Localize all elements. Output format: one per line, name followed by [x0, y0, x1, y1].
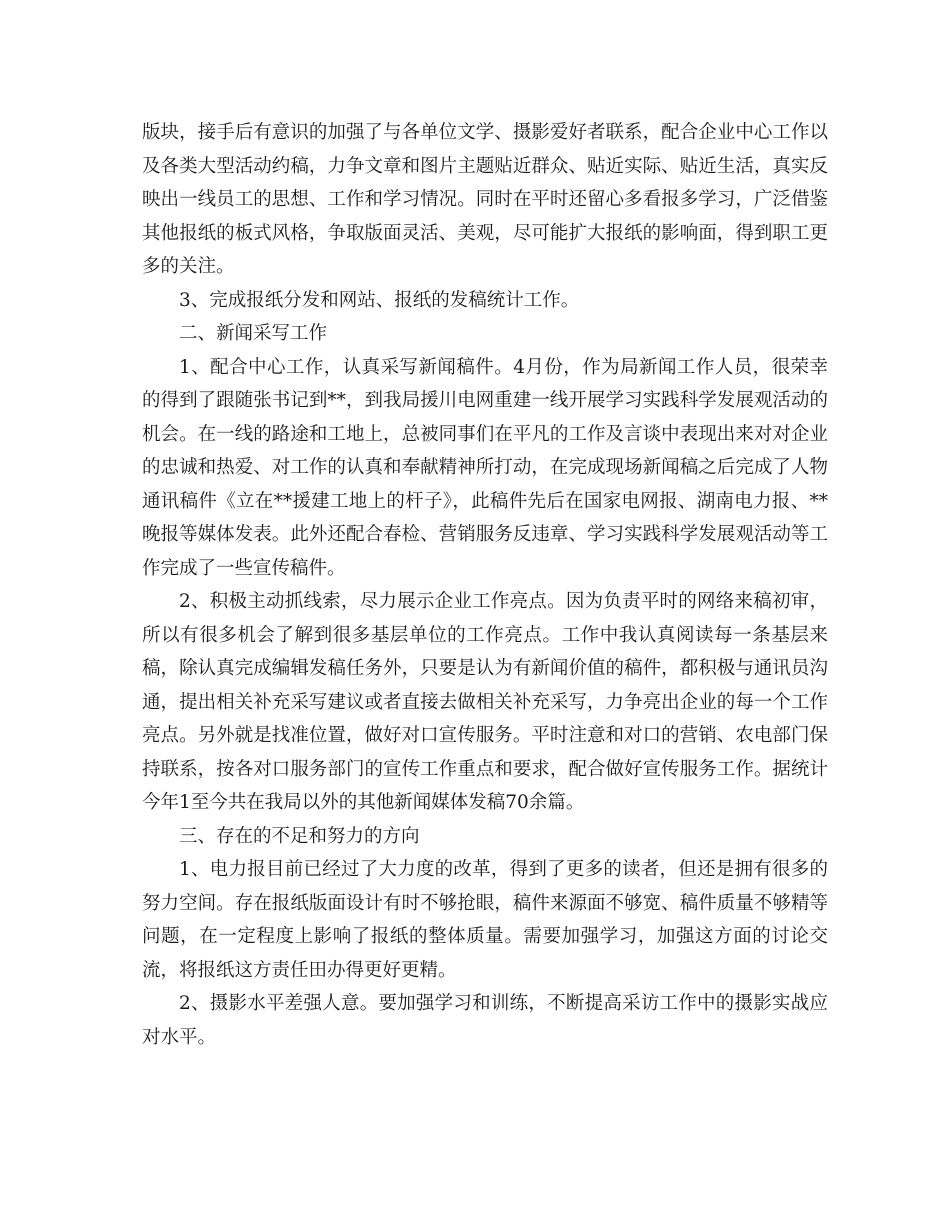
paragraph-news-item-1: 1、配合中心工作，认真采写新闻稿件。4月份，作为局新闻工作人员，很荣幸的得到了跟随张书记到**，到我局援川电网重建一线开展学习实践科学发展观活动的机会。在一线的路途和工地上，总被同事们在平凡的工作及言谈中表现出来对对企业的忠诚和热爱、对工作的认真和奉献精神所打动，在完成现场新闻稿之后完成了人物通讯稿件《立在**援建工地上的杆子》，此稿件先后在国家电网报、湖南电力报、**晚报等媒体发表。此外还配合春检、营销服务反违章、学习实践科学发展观活动等工作完成了一些宣传稿件。	[142, 356, 828, 579]
paragraph-item-3: 3、完成报纸分发和网站、报纸的发稿统计工作。	[179, 289, 580, 311]
document-body	[142, 116, 828, 1054]
paragraph-shortcoming-item-2: 2、摄影水平差强人意。要加强学习和训练，不断提高采访工作中的摄影实战应对水平。	[142, 993, 828, 1048]
section-heading-news: 二、新闻采写工作	[179, 323, 328, 344]
section-heading-shortcomings: 三、存在的不足和努力的方向	[179, 825, 420, 847]
paragraph-shortcoming-item-1: 1、电力报目前已经过了大力度的改革，得到了更多的读者，但还是拥有很多的努力空间。存在报纸版面设计有时不够抢眼，稿件来源面不够宽、稿件质量不够精等问题，在一定程度上影响了报纸的整体质量。需要加强学习，加强这方面的讨论交流，将报纸这方责任田办得更好更精。	[142, 859, 828, 981]
paragraph-continuation: 版块，接手后有意识的加强了与各单位文学、摄影爱好者联系，配合企业中心工作以及各类大型活动约稿，力争文章和图片主题贴近群众、贴近实际、贴近生活，真实反映出一线员工的思想、工作和学习情况。同时在平时还留心多看报多学习，广泛借鉴其他报纸的板式风格，争取版面灵活、美观，尽可能扩大报纸的影响面，得到职工更多的关注。	[142, 122, 828, 277]
paragraph-news-item-2: 2、积极主动抓线索，尽力展示企业工作亮点。因为负责平时的网络来稿初审，所以有很多机会了解到很多基层单位的工作亮点。工作中我认真阅读每一条基层来稿，除认真完成编辑发稿任务外，只要是认为有新闻价值的稿件，都积极与通讯员沟通，提出相关补充采写建议或者直接去做相关补充采写，力争亮出企业的每一个工作亮点。另外就是找准位置，做好对口宣传服务。平时注意和对口的营销、农电部门保持联系，按各对口服务部门的宣传工作重点和要求，配合做好宣传服务工作。据统计今年1至今共在我局以外的其他新闻媒体发稿70余篇。	[142, 591, 828, 813]
